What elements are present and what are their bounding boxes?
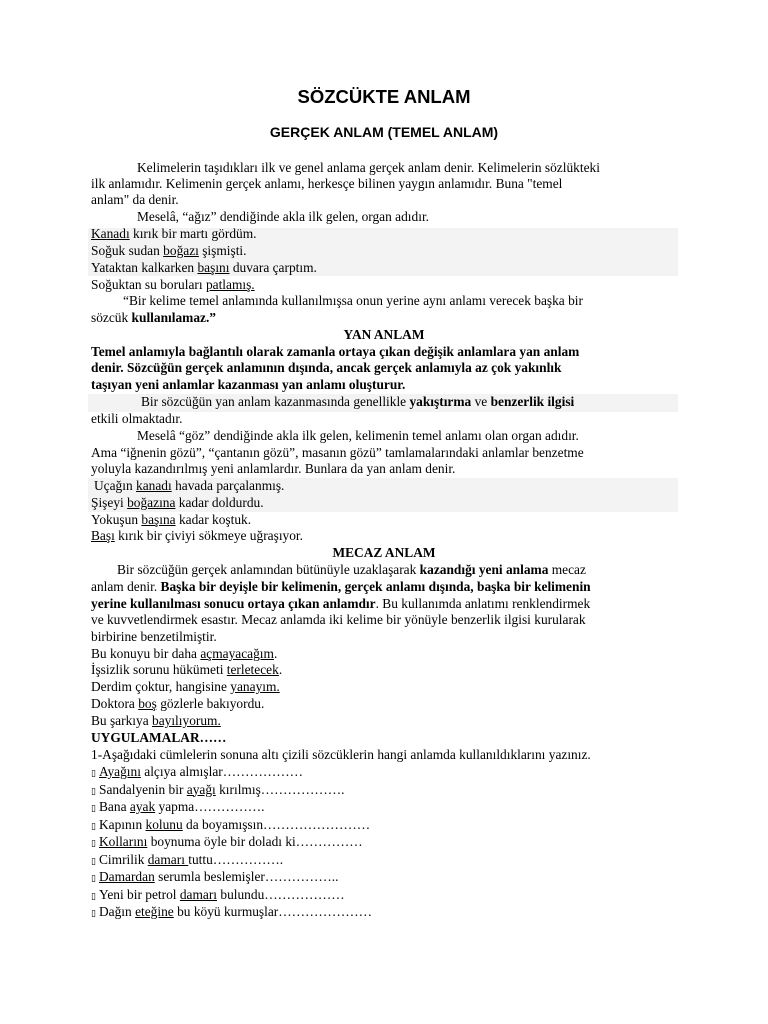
paragraph-text: anlam denir. bbox=[91, 579, 161, 594]
quote-bold: kullanılamaz.” bbox=[131, 310, 216, 325]
exercises-heading: UYGULAMALAR…… bbox=[91, 730, 227, 745]
exercise-item bbox=[91, 852, 283, 870]
paragraph-line bbox=[117, 562, 586, 578]
paragraph-line: ve kuvvetlendirmek esastır. Mecaz anlamda iki kelime bir yönüyle benzerlik ilgisi kurularak bbox=[91, 612, 586, 627]
paragraph-text: . Bu kullanımda anlatımı renklendirmek bbox=[375, 596, 591, 611]
example-line bbox=[91, 495, 264, 511]
definition-line: denir. Sözcüğün gerçek anlamının dışında, ancak gerçek anlamıyla az çok yakınlık bbox=[91, 360, 562, 375]
exercise-item bbox=[91, 887, 345, 905]
exercise-text: da boyamışsın…………………… bbox=[182, 816, 371, 832]
underlined-word: kolunu bbox=[145, 816, 183, 832]
exercise-text: bu köyü kurmuşlar………………… bbox=[173, 904, 372, 919]
underlined-word: yanayım. bbox=[230, 679, 280, 694]
exercise-item bbox=[91, 764, 303, 782]
exercise-instruction: 1-Aşağıdaki cümlelerin sonuna altı çizili sözcüklerin hangi anlamda kullanıldıklarını yazınız. bbox=[91, 747, 591, 762]
example-text: gözlerle bakıyordu. bbox=[156, 696, 265, 711]
exercise-text: kırılmış………………. bbox=[215, 781, 345, 797]
underlined-word: kanadı bbox=[136, 478, 172, 493]
bold-term: kazandığı yeni anlama bbox=[419, 562, 549, 577]
example-text: İşsizlik sorunu hükümeti bbox=[91, 662, 227, 677]
bullet-icon: ▯ bbox=[91, 874, 96, 884]
quote-text: sözcük bbox=[91, 310, 132, 325]
bold-term: yakıştırma bbox=[409, 394, 472, 409]
exercise-text: Bana bbox=[99, 799, 130, 814]
underlined-word: boğazı bbox=[163, 243, 199, 258]
example-line bbox=[91, 662, 282, 678]
example-text: . bbox=[278, 662, 283, 677]
bullet-icon: ▯ bbox=[91, 769, 96, 779]
example-text: Soğuk sudan bbox=[91, 243, 164, 258]
example-text: Soğuktan su boruları bbox=[91, 277, 206, 292]
bullet-icon: ▯ bbox=[91, 839, 96, 849]
underlined-word: eteğine bbox=[135, 904, 174, 919]
definition-line: Temel anlamıyla bağlantılı olarak zamanla ortaya çıkan değişik anlamlara yan anlam bbox=[91, 344, 580, 359]
example-text: kadar koştuk. bbox=[175, 512, 252, 527]
bullet-icon: ▯ bbox=[91, 856, 96, 867]
exercise-text: alçıya almışlar……………… bbox=[140, 764, 304, 779]
example-line bbox=[91, 646, 277, 662]
paragraph-line: etkili olmaktadır. bbox=[91, 411, 183, 426]
underlined-word: ayak bbox=[129, 799, 156, 814]
exercise-text: Yeni bir petrol bbox=[99, 886, 180, 902]
exercise-text: serumla beslemişler…………….. bbox=[154, 869, 339, 884]
definition-line: taşıyan yeni anlamlar kazanması yan anlamı oluşturur. bbox=[91, 377, 406, 392]
underlined-word: bayılıyorum. bbox=[152, 713, 221, 728]
example-text: Bu şarkıya bbox=[91, 713, 152, 728]
exercise-text: Kapının bbox=[99, 816, 146, 832]
example-line bbox=[91, 512, 251, 528]
exercise-item bbox=[91, 904, 372, 922]
example-line bbox=[91, 679, 280, 695]
example-line bbox=[91, 713, 221, 729]
underlined-word: açmayacağım bbox=[200, 646, 274, 661]
bullet-icon: ▯ bbox=[91, 909, 96, 919]
paragraph-line bbox=[91, 596, 590, 612]
paragraph-line: Kelimelerin taşıdıkları ilk ve genel anlama gerçek anlam denir. Kelimelerin sözlükteki bbox=[137, 160, 600, 175]
paragraph-line bbox=[141, 394, 574, 410]
exercise-item bbox=[91, 817, 370, 835]
quote-line: “Bir kelime temel anlamında kullanılmışsa onun yerine aynı anlamı verecek başka bir bbox=[123, 293, 583, 308]
example-text: Derdim çoktur, hangisine bbox=[91, 679, 231, 694]
example-text: Şişeyi bbox=[91, 495, 128, 510]
example-line bbox=[91, 260, 317, 276]
paragraph-line: ilk anlamıdır. Kelimenin gerçek anlamı, herkesçe bilinen yaygın anlamıdır. Buna "temel bbox=[91, 176, 563, 191]
underlined-word: boğazına bbox=[127, 495, 176, 510]
exercise-text: boynuma öyle bir doladı ki…………… bbox=[147, 834, 363, 849]
paragraph-line: Meselâ, “ağız” dendiğinde akla ilk gelen, organ adıdır. bbox=[137, 209, 430, 224]
exercise-text: bulundu……………… bbox=[217, 886, 345, 902]
page-title: SÖZCÜKTE ANLAM bbox=[297, 86, 471, 107]
underlined-word: Başı bbox=[91, 528, 115, 543]
example-text: kırık bir martı gördüm. bbox=[129, 226, 257, 241]
paragraph-line: yoluyla kazandırılmış yeni anlamlardır. Bunlara da yan anlam denir. bbox=[91, 461, 456, 476]
bullet-icon: ▯ bbox=[91, 804, 96, 814]
section-title-gercek-anlam: GERÇEK ANLAM (TEMEL ANLAM) bbox=[269, 124, 499, 140]
exercise-text: yapma……………. bbox=[155, 799, 265, 814]
section-heading-mecaz-anlam: MECAZ ANLAM bbox=[332, 545, 436, 560]
paragraph-line: Meselâ “göz” dendiğinde akla ilk gelen, kelimenin temel anlamı olan organ adıdır. bbox=[137, 428, 579, 443]
example-text: şişmişti. bbox=[198, 243, 247, 258]
underlined-word: Kollarını bbox=[99, 834, 148, 849]
example-text: Yataktan kalkarken bbox=[91, 260, 198, 275]
example-text: Yokuşun bbox=[91, 512, 142, 527]
paragraph-text: mecaz bbox=[548, 562, 586, 577]
example-text: . bbox=[273, 646, 278, 661]
underlined-word: Damardan bbox=[99, 869, 155, 884]
underlined-word: damarı bbox=[147, 851, 189, 867]
example-line bbox=[91, 243, 247, 259]
example-text: kadar doldurdu. bbox=[175, 495, 264, 510]
bullet-icon: ▯ bbox=[91, 821, 96, 832]
underlined-word: boş bbox=[138, 696, 157, 711]
section-heading-yan-anlam: YAN ANLAM bbox=[343, 327, 425, 342]
paragraph-line bbox=[91, 579, 591, 595]
bullet-icon: ▯ bbox=[91, 786, 96, 797]
underlined-word: başına bbox=[141, 512, 176, 527]
example-text: kırık bir çiviyi sökmeye uğraşıyor. bbox=[114, 528, 303, 543]
underlined-word: ayağı bbox=[186, 781, 216, 797]
example-text: duvara çarptım. bbox=[229, 260, 317, 275]
bold-term: yerine kullanılması sonucu ortaya çıkan anlamdır bbox=[91, 596, 376, 611]
exercise-item bbox=[91, 834, 363, 852]
paragraph-line: anlam" da denir. bbox=[91, 192, 179, 207]
example-text: havada parçalanmış. bbox=[171, 478, 285, 493]
example-line bbox=[91, 277, 255, 293]
exercise-text: Sandalyenin bir bbox=[99, 781, 187, 797]
exercise-text: Dağın bbox=[99, 904, 136, 919]
exercise-item bbox=[91, 782, 344, 800]
underlined-word: Kanadı bbox=[91, 226, 130, 241]
example-text: Doktora bbox=[91, 696, 139, 711]
exercise-text: tuttu……………. bbox=[188, 851, 284, 867]
exercise-item bbox=[91, 869, 339, 887]
exercise-item bbox=[91, 799, 265, 817]
example-text: Uçağın bbox=[94, 478, 137, 493]
underlined-word: Ayağını bbox=[99, 764, 141, 779]
paragraph-line: birbirine benzetilmiştir. bbox=[91, 629, 217, 644]
example-line bbox=[94, 478, 284, 494]
example-text: Bu konuyu bir daha bbox=[91, 646, 201, 661]
paragraph-line: Ama “iğnenin gözü”, “çantanın gözü”, masanın gözü” tamlamalarındaki anlamlar benzetme bbox=[91, 445, 584, 460]
paragraph-text: Bir sözcüğün gerçek anlamından bütünüyle uzaklaşarak bbox=[117, 562, 420, 577]
bold-term: Başka bir deyişle bir kelimenin, gerçek anlamı dışında, başka bir kelimenin bbox=[160, 579, 591, 594]
underlined-word: damarı bbox=[179, 886, 218, 902]
underlined-word: başını bbox=[197, 260, 230, 275]
bullet-icon: ▯ bbox=[91, 891, 96, 902]
bold-term: benzerlik ilgisi bbox=[490, 394, 575, 409]
exercise-text: Cimrilik bbox=[99, 851, 148, 867]
example-line bbox=[91, 528, 303, 544]
underlined-word: patlamış. bbox=[205, 277, 255, 292]
quote-line bbox=[91, 310, 216, 326]
paragraph-text: ve bbox=[471, 394, 491, 409]
example-line bbox=[91, 696, 264, 712]
underlined-word: terletecek bbox=[226, 662, 279, 677]
example-line bbox=[91, 226, 257, 242]
paragraph-text: Bir sözcüğün yan anlam kazanmasında genellikle bbox=[141, 394, 410, 409]
